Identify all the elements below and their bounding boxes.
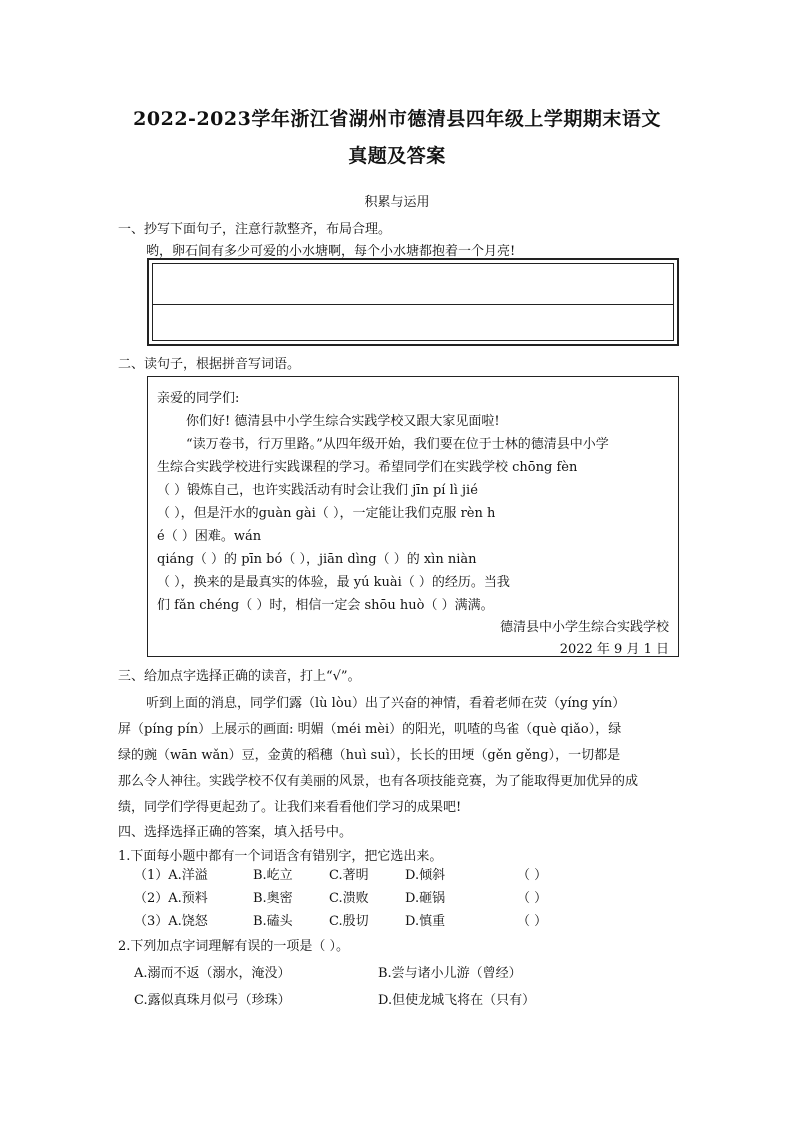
letter-line: （ ），换来的是最真实的体验，最 yú kuài（ ）的经历。当我 xyxy=(157,575,510,590)
letter-line: qiáng（ ）的 pīn bó（ ），jiān dìng（ ）的 xìn niàn xyxy=(157,552,477,567)
letter-line: （ ），但是汗水的guàn gài（ ），一定能让我们克服 rèn h xyxy=(157,506,496,521)
choice-option-b: B.奥密 xyxy=(253,891,293,906)
option-a: A.溺而不返（溺水，淹没） xyxy=(134,966,291,981)
choice-option-d: D.倾斜 xyxy=(405,868,446,883)
letter-line: 生综合实践学校进行实践课程的学习。希望同学们在实践学校 chōng fèn xyxy=(157,460,578,475)
choice-row-number: （2）A.预料 xyxy=(134,891,208,906)
paragraph-line: 绩，同学们学得更起劲了。让我们来看看他们学习的成果吧! xyxy=(118,800,462,815)
choice-option-b: B.屹立 xyxy=(253,868,293,883)
paragraph-line: 那么令人神往。实践学校不仅有美丽的风景，也有各项技能竞赛，为了能取得更加优异的成 xyxy=(118,774,639,789)
letter-line: 亲爱的同学们: xyxy=(157,391,240,406)
option-c: C.露似真珠月似弓（珍珠） xyxy=(134,993,291,1008)
choice-option-d: D.砸锅 xyxy=(405,891,446,906)
choice-option-c: C.溃败 xyxy=(329,891,369,906)
letter-line: é（ ）困难。wán xyxy=(157,529,262,544)
question-4-sub2: 2.下列加点字词理解有误的一项是（ ）。 xyxy=(118,939,350,954)
page-title: 2022-2023学年浙江省湖州市德清县四年级上学期期末语文 xyxy=(133,108,661,130)
copy-writing-box-inner xyxy=(152,263,674,341)
page-title-line2: 真题及答案 xyxy=(348,145,446,167)
choice-option-d: D.慎重 xyxy=(405,914,446,929)
letter-line: 们 fǎn chéng（ ）时，相信一定会 shōu huò（ ）满满。 xyxy=(157,598,494,613)
paragraph-line: 听到上面的消息，同学们露（lù lòu）出了兴奋的神情，看着老师在荧（yíng yín） xyxy=(146,696,626,711)
choice-row-number: （1）A.洋溢 xyxy=(134,868,208,883)
section-title: 积累与运用 xyxy=(364,195,430,210)
copy-writing-box[interactable] xyxy=(147,258,679,346)
answer-blank[interactable]: （ ） xyxy=(517,891,548,906)
choice-option-c: C.著明 xyxy=(329,868,369,883)
paragraph-line: 屏（píng pín）上展示的画面: 明媚（méi mèi）的阳光，叽喳的鸟雀（què qiǎo），绿 xyxy=(118,722,622,737)
choice-option-b: B.磕头 xyxy=(253,914,293,929)
question-4-sub1: 1.下面每小题中都有一个词语含有错别字，把它选出来。 xyxy=(118,849,443,864)
option-d: D.但使龙城飞将在（只有） xyxy=(378,993,536,1008)
letter-date: 2022 年 9 月 1 日 xyxy=(559,642,669,657)
paragraph-line: 绿的豌（wān wǎn）豆，金黄的稻穗（huì suì），长长的田埂（gěn gěng），一切都是 xyxy=(118,748,621,763)
question-3-heading: 三、给加点字选择正确的读音，打上“√”。 xyxy=(118,669,361,684)
choice-row-number: （3）A.饶怒 xyxy=(134,914,208,929)
option-b: B.尝与诸小儿游（曾经） xyxy=(378,966,522,981)
copy-writing-line xyxy=(153,304,673,305)
question-1-sentence: 哟，卵石间有多少可爱的小水塘啊，每个小水塘都抱着一个月亮! xyxy=(146,244,516,259)
question-4-heading: 四、选择选择正确的答案，填入括号中。 xyxy=(118,825,353,840)
question-2-heading: 二、读句子，根据拼音写词语。 xyxy=(118,357,301,372)
answer-blank[interactable]: （ ） xyxy=(517,914,548,929)
letter-line: 你们好! 德清县中小学生综合实践学校又跟大家见面啦! xyxy=(186,414,500,429)
choice-option-c: C.殷切 xyxy=(329,914,369,929)
answer-blank[interactable]: （ ） xyxy=(517,868,548,883)
letter-line: “读万卷书，行万里路。”从四年级开始，我们要在位于士林的德清县中小学 xyxy=(186,437,609,452)
letter-line: （ ）锻炼自己，也许实践活动有时会让我们 jīn pí lì jié xyxy=(157,483,478,498)
letter-signature: 德清县中小学生综合实践学校 xyxy=(499,620,669,635)
question-1-heading: 一、抄写下面句子，注意行款整齐，布局合理。 xyxy=(118,222,392,237)
